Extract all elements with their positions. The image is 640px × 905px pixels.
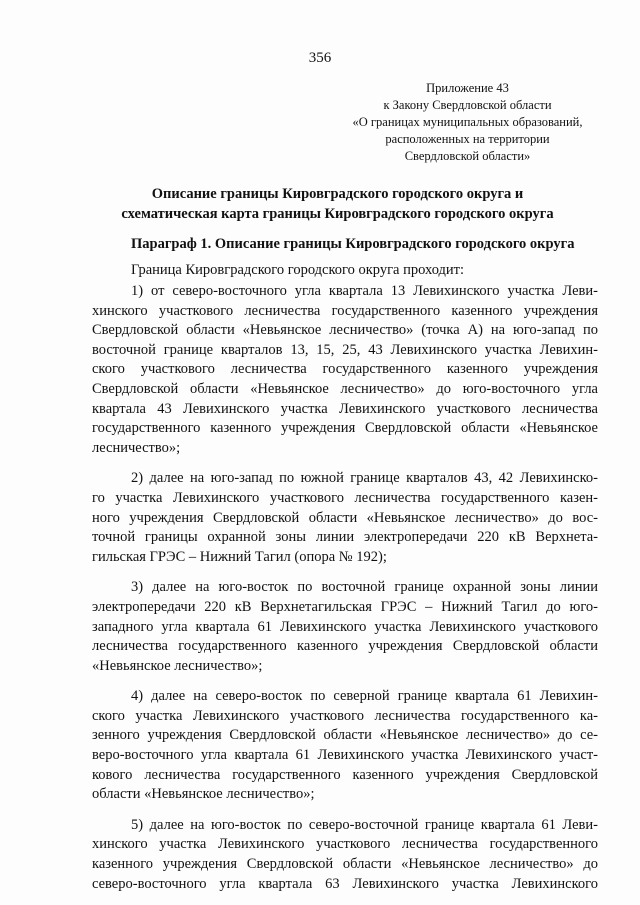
title-line: схематическая карта границы Кировградского городского округа [121, 206, 554, 222]
text-line: веро-восточного угла квартала 61 Левихинского участка Левихинского участ- [92, 747, 598, 764]
appendix-line: расположенных на территории [385, 132, 550, 146]
text-line: казенного учреждения Свердловской области «Невьянское лесничество» до [92, 856, 598, 873]
text-line: 4) далее на северо-восток по северной границе квартала 61 Левихин- [131, 688, 598, 705]
intro-text: Граница Кировградского городского округа проходит: [131, 262, 465, 278]
text-line: 2) далее на юго-запад по южной границе кварталов 43, 42 Левихинско- [131, 470, 598, 487]
text-line: «Невьянское лесничество»; [92, 657, 263, 674]
text-line: западного угла квартала 61 Левихинского участка Левихинского участкового [92, 618, 598, 635]
boundary-items [92, 282, 598, 905]
text-line: ского участка Левихинского участкового лесничества государственного ка- [92, 707, 598, 724]
boundary-item-3 [92, 578, 598, 676]
text-line: ского участкового лесничества государственного казенного учреждения [92, 361, 598, 378]
text-line: зенного учреждения Свердловской области «Невьянское лесничество» до се- [92, 727, 598, 744]
text-line: хинского участка Левихинского участкового лесничества государственного [92, 836, 598, 853]
appendix-line: Приложение 43 [426, 81, 509, 95]
text-line: лесничество»; [92, 439, 181, 456]
text-line: электропередачи 220 кВ Верхнетагильская ГРЭС – Нижний Тагил до юго- [92, 598, 598, 615]
boundary-item-5 [92, 816, 598, 894]
text-line: восточной границе кварталов 13, 15, 25, 43 Левихинского участка Левихин- [92, 341, 598, 358]
appendix-line: Свердловской области» [404, 149, 531, 163]
boundary-item-1 [92, 282, 598, 458]
text-line: кового лесничества государственного казенного учреждения Свердловской [92, 766, 598, 783]
boundary-item-4 [92, 687, 598, 805]
text-line: северо-восточного угла квартала 63 Левихинского участка Левихинского [92, 875, 598, 892]
text-line: ного учреждения Свердловской области «Невьянское лесничество» до вос- [92, 509, 598, 526]
appendix-line: к Закону Свердловской области [383, 98, 552, 112]
text-line: квартала 43 Левихинского участка Левихинского участкового лесничества [92, 400, 598, 417]
text-line: Свердловской области «Невьянское лесничество» до юго-восточного угла [92, 380, 598, 397]
text-line: 5) далее на юго-восток по северо-восточной границе квартала 61 Леви- [131, 816, 598, 833]
text-line: го участка Левихинского участкового лесничества государственного казен- [92, 489, 598, 506]
text-line: точной границы охранной зоны линии электропередачи 220 кВ Верхнета- [92, 529, 598, 546]
text-line: хинского участкового лесничества государственного казенного учреждения [92, 302, 598, 319]
title-line: Описание границы Кировградского городского округа и [151, 186, 524, 202]
page-number: 356 [308, 50, 332, 66]
text-line: гильская ГРЭС – Нижний Тагил (опора № 192); [92, 548, 387, 565]
text-line: 3) далее на юго-восток по восточной границе охранной зоны линии [131, 579, 598, 596]
boundary-item-2 [92, 469, 598, 567]
paragraph-heading: Параграф 1. Описание границы Кировградского городского округа [131, 236, 575, 252]
text-line: области «Невьянское лесничество»; [92, 786, 315, 803]
text-line: государственного казенного учреждения Свердловской области «Невьянское [92, 420, 598, 437]
text-line: Свердловской области «Невьянское лесничество» (точка А) на юго-запад по [92, 322, 598, 339]
appendix-note [330, 80, 605, 165]
text-line: лесничества государственного казенного учреждения Свердловской области [92, 638, 598, 655]
appendix-line: «О границах муниципальных образований, [352, 115, 583, 129]
text-line: 1) от северо-восточного угла квартала 13 Левихинского участка Леви- [131, 283, 598, 299]
document-title [60, 184, 615, 224]
